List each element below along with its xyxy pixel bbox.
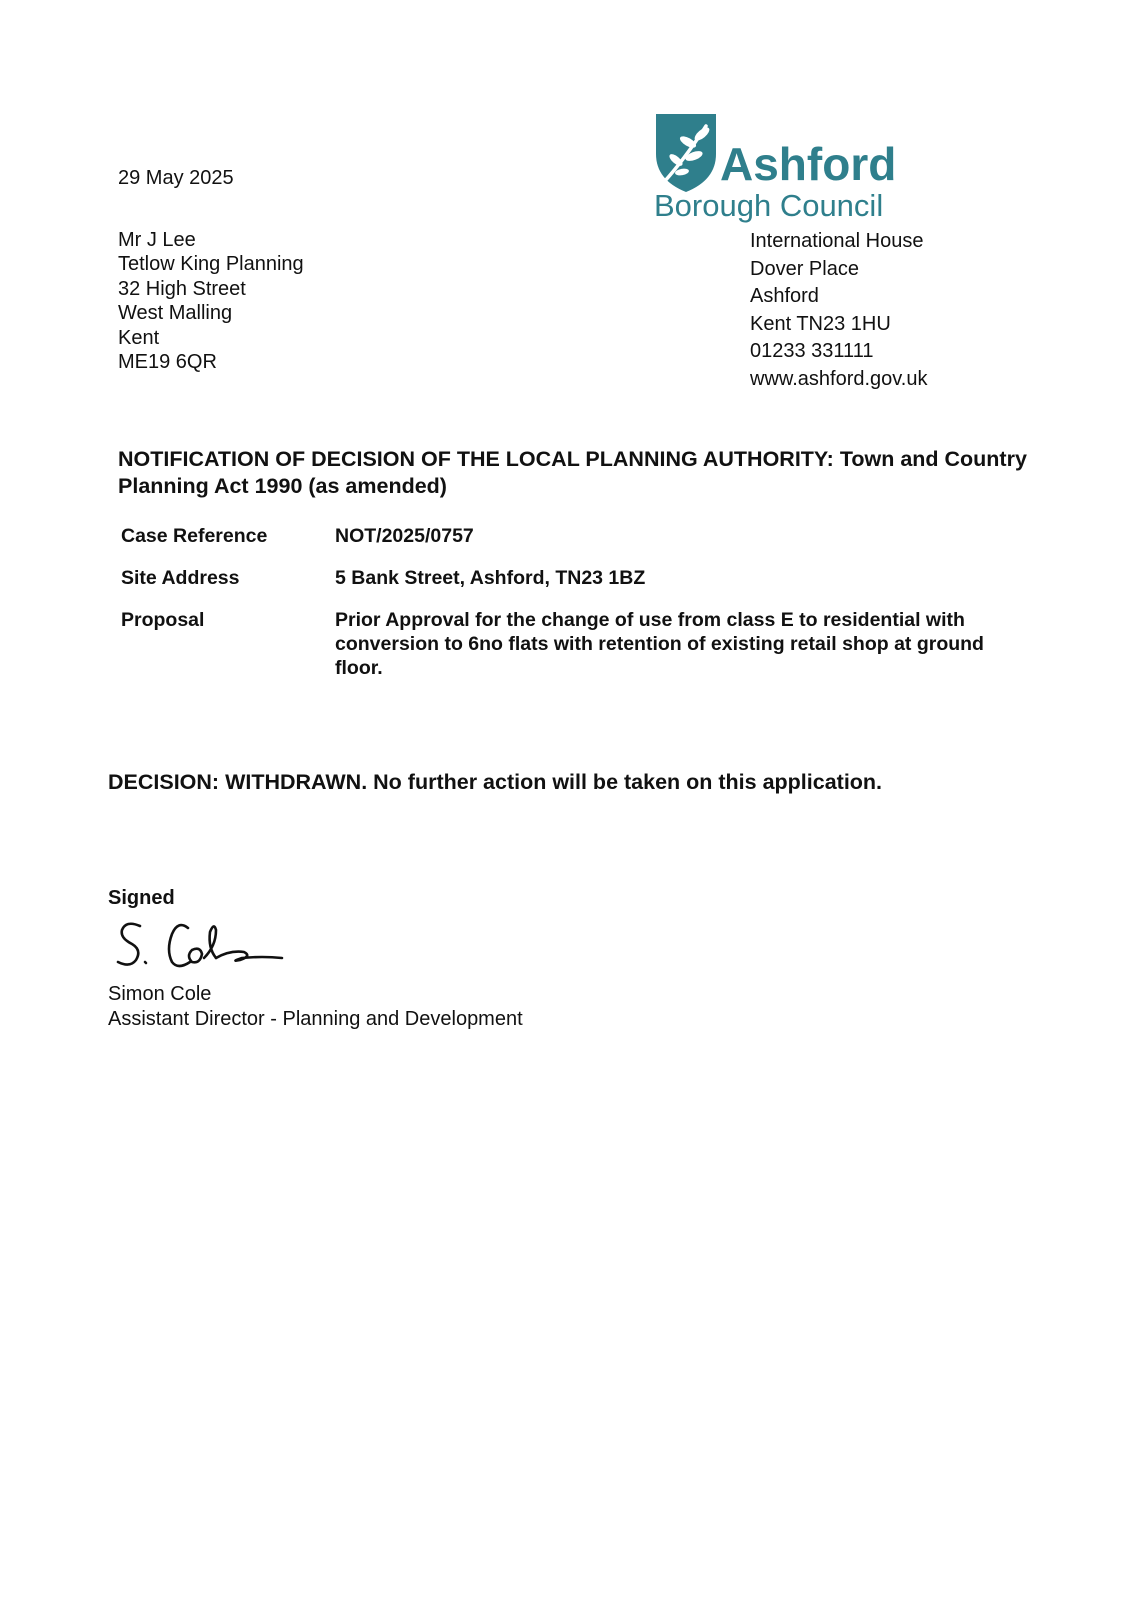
case-details [121, 524, 1021, 698]
brand-name-line2: Borough Council [654, 188, 884, 223]
notification-title: NOTIFICATION OF DECISION OF THE LOCAL PLANNING AUTHORITY: Town and Country Planning Act 1990 (as amended) [118, 447, 1027, 498]
council-website: www.ashford.gov.uk [750, 367, 928, 390]
recipient-line: Kent [118, 326, 160, 349]
decision-statement: DECISION: WITHDRAWN. No further action will be taken on this application. [108, 770, 883, 794]
detail-label: Proposal [121, 609, 205, 631]
recipient-line: 32 High Street [118, 277, 246, 300]
recipient-address [118, 228, 304, 374]
council-address-line: Kent TN23 1HU [750, 312, 891, 335]
signatory-title: Assistant Director - Planning and Development [108, 1007, 523, 1030]
signed-label: Signed [108, 887, 175, 909]
recipient-line: Tetlow King Planning [118, 253, 304, 276]
council-logo [654, 112, 904, 228]
letter-date: 29 May 2025 [118, 167, 234, 189]
detail-row-proposal [121, 608, 1021, 680]
council-address-line: Ashford [750, 285, 819, 308]
council-phone: 01233 331111 [750, 340, 874, 363]
detail-row-case-reference [121, 524, 1021, 548]
recipient-line: West Malling [118, 302, 233, 325]
detail-label: Case Reference [121, 525, 268, 547]
council-address-line: International House [750, 230, 924, 252]
proposal-value: Prior Approval for the change of use from class E to residential with conversion to 6no flats with retention of existing retail shop at ground floor. [335, 609, 984, 679]
recipient-line: Mr J Lee [118, 229, 196, 251]
detail-row-site-address [121, 566, 1021, 590]
site-address-value: 5 Bank Street, Ashford, TN23 1BZ [335, 567, 646, 589]
shield-emblem-icon [656, 114, 716, 192]
detail-label: Site Address [121, 567, 240, 589]
signature-icon [112, 916, 292, 978]
recipient-line: ME19 6QR [118, 351, 217, 374]
council-address [750, 228, 928, 394]
signatory [108, 982, 523, 1031]
case-reference-value: NOT/2025/0757 [335, 525, 474, 547]
council-address-line: Dover Place [750, 257, 859, 280]
signatory-name: Simon Cole [108, 983, 212, 1005]
handwritten-signature [112, 916, 292, 978]
brand-name-line1: Ashford [720, 138, 897, 190]
